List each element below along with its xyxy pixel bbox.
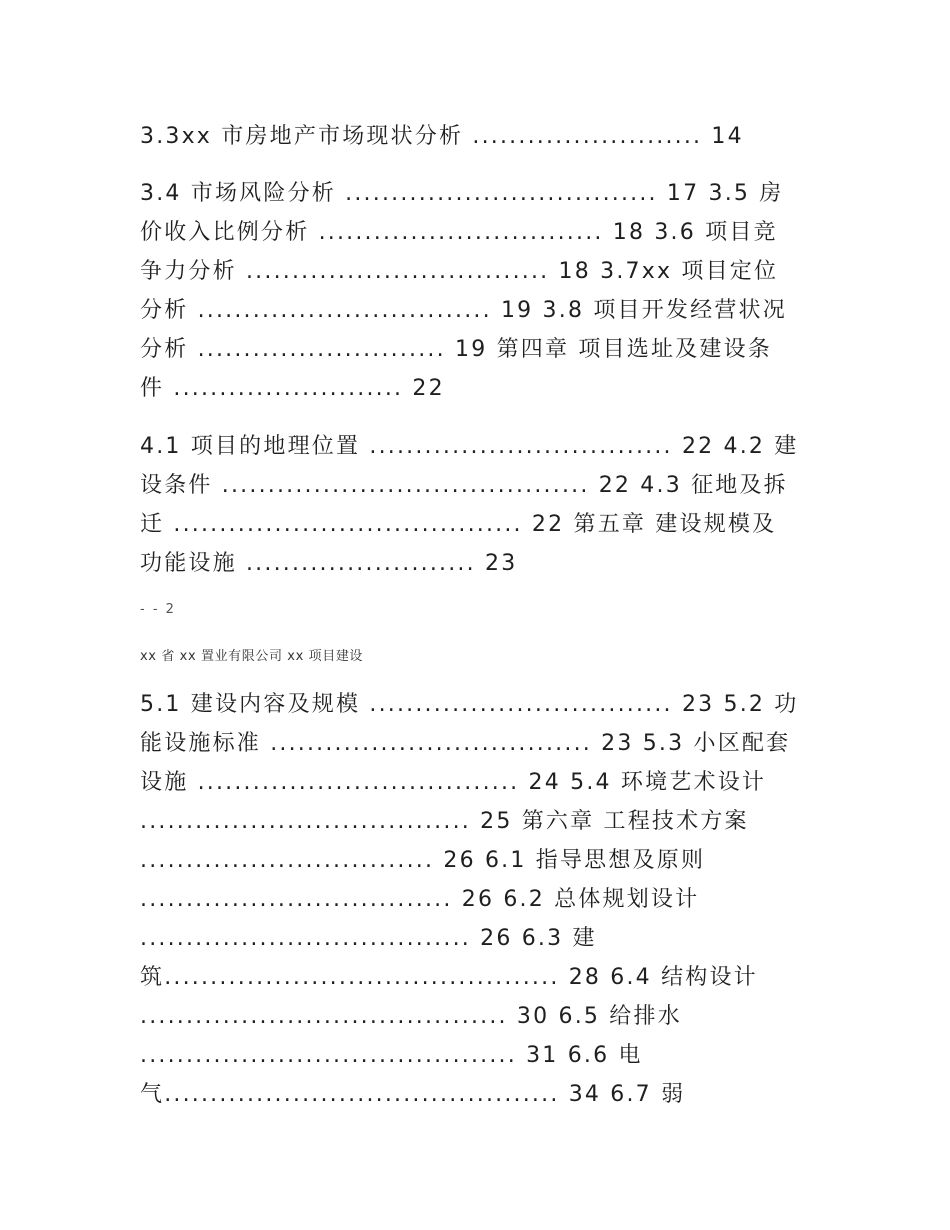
toc-line: 能设施标准 ................................... 23 5.3 小区配套 <box>140 731 791 756</box>
toc-line: .................................... 25 第六章 工程技术方案 <box>140 809 749 834</box>
toc-line: 价收入比例分析 ............................... 18 3.6 项目竞 <box>140 220 778 245</box>
toc-line: 争力分析 ................................. 18 3.7xx 项目定位 <box>140 259 779 284</box>
toc-line: 设施 ................................... 24 5.4 环境艺术设计 <box>140 770 767 795</box>
toc-line: 5.1 建设内容及规模 ................................. 23 5.2 功 <box>140 692 799 717</box>
running-header: xx 省 xx 置业有限公司 xx 项目建设 <box>140 649 364 664</box>
toc-line: ......................................... 31 6.6 电 <box>140 1043 643 1068</box>
toc-line: 件 ......................... 22 <box>140 376 445 401</box>
toc-line: 功能设施 ......................... 23 <box>140 551 518 576</box>
toc-line: ........................................ 30 6.5 给排水 <box>140 1004 682 1029</box>
toc-line: ................................ 26 6.1 指导思想及原则 <box>140 848 706 873</box>
toc-line: 3.3xx 市房地产市场现状分析 ......................... 14 <box>140 124 744 149</box>
toc-line: 筑........................................... 28 6.4 结构设计 <box>140 965 758 990</box>
toc-line: 分析 ................................ 19 3.8 项目开发经营状况 <box>140 298 787 323</box>
toc-block-2 <box>140 174 820 408</box>
toc-line: 4.1 项目的地理位置 ................................. 22 4.2 建 <box>140 434 799 459</box>
toc-line: 分析 ........................... 19 第四章 项目选址及建设条 <box>140 337 772 362</box>
toc-line: .................................. 26 6.2 总体规划设计 <box>140 887 700 912</box>
toc-line: 迁 ...................................... 22 第五章 建设规模及 <box>140 512 777 537</box>
toc-line: 气........................................... 34 6.7 弱 <box>140 1082 686 1107</box>
toc-line: 设条件 ........................................ 22 4.3 征地及拆 <box>140 473 788 498</box>
toc-line: 3.4 市场风险分析 .................................. 17 3.5 房 <box>140 181 784 206</box>
toc-line: .................................... 26 6.3 建 <box>140 926 597 951</box>
toc-block-4 <box>140 685 820 1114</box>
toc-block-1 <box>140 117 820 156</box>
page-number: - - 2 <box>140 602 176 617</box>
toc-block-3 <box>140 427 820 583</box>
